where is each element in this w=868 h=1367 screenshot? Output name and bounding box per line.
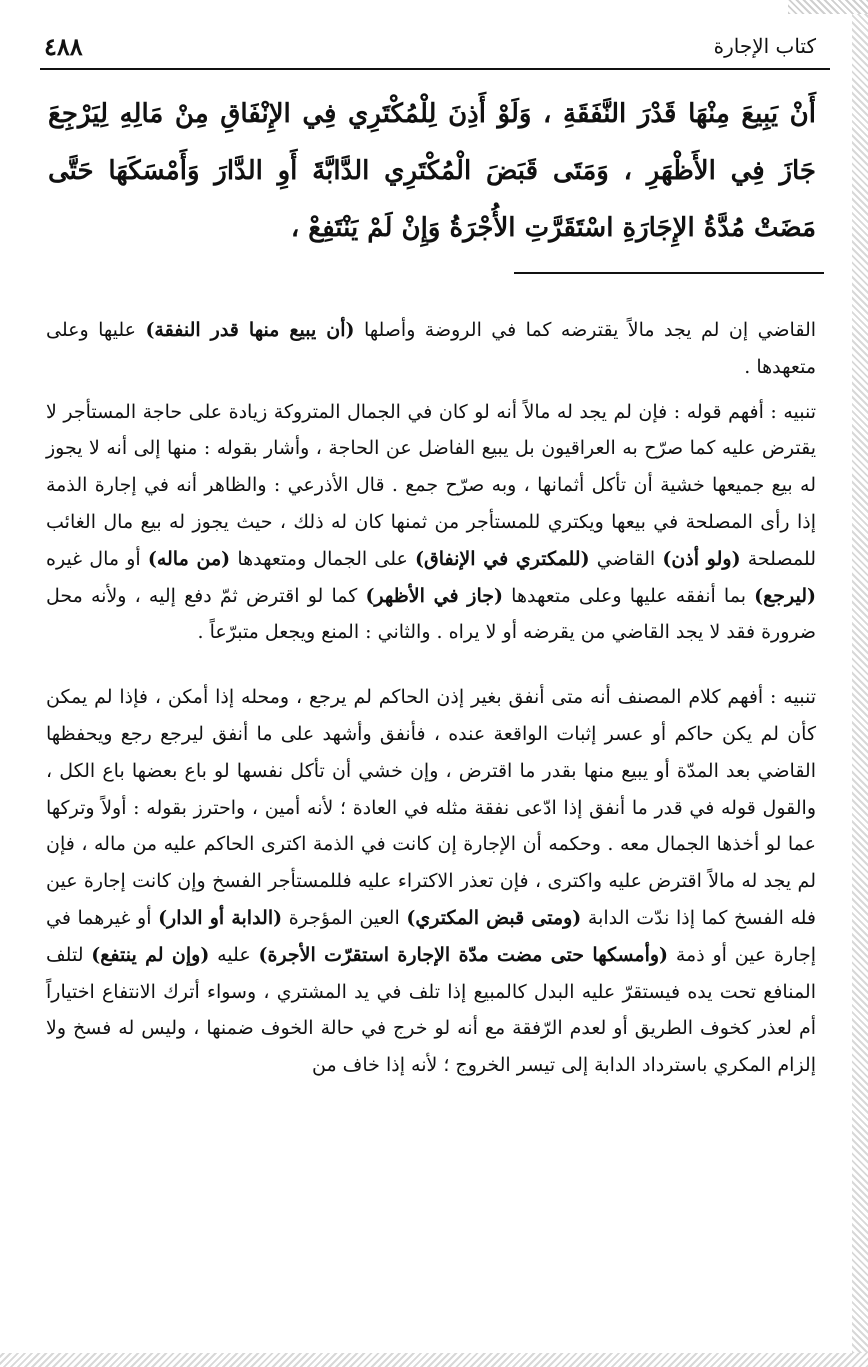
text-run: لتلف المنافع تحت يده فيستقرّ عليه البدل كالمبيع إذا تلف في يد المشتري ، وسواء أترك الانتفاع اختياراً أم لعذر كخوف الطريق أو لعدم الرّفقة مع أنه لو خرج في حالة الخوف ضمنها ، وليس له فسخ ولا إلزام المكري باسترداد الدابة إلى تيسر الخروج ؛ لأنه إذا خاف من [46, 943, 816, 1077]
footnote-divider [514, 272, 824, 274]
quoted-matn: (أن يبيع منها قدر النفقة) [145, 319, 355, 341]
quoted-matn: (وأمسكها حتى مضت مدّة الإجارة استقرّت الأجرة) [258, 943, 669, 966]
quoted-matn: (ومتى قبض المكتري) [406, 906, 582, 929]
commentary-paragraph-1 [46, 312, 816, 386]
text-run: كما لو اقترض ثمّ دفع إليه ، ولأنه محل ضرورة فقد لا يجد القاضي من يقرضه أو لا يراه . والثاني : المنع ويجعل متبرّعاً . [46, 584, 816, 644]
text-run: بما أنفقه عليها وعلى متعهدها [503, 584, 755, 607]
quoted-matn: (جاز في الأظهر) [365, 584, 503, 607]
quoted-matn: (من ماله) [147, 547, 231, 570]
commentary-paragraph-3 [46, 679, 816, 1084]
quoted-matn: (ليرجع) [754, 584, 816, 607]
book-title: كتاب الإجارة [713, 34, 816, 58]
text-run: على الجمال ومتعهدها [230, 547, 415, 570]
quoted-matn: (ولو أذن) [662, 547, 741, 570]
text-run: أو غيرهما في إجارة عين أو ذمة [46, 906, 816, 966]
text-run: العين المؤجرة [282, 906, 407, 929]
running-header [24, 26, 830, 66]
book-page [24, 0, 830, 1352]
text-run: القاضي [589, 547, 663, 570]
text-run: تنبيه : أفهم كلام المصنف أنه متى أنفق بغير إذن الحاكم لم يرجع ، ومحله إذا أمكن ، فإذا لم يمكن كأن لم يكن حاكم أو عسر إثبات الواقعة عنده ، فأنفق وأشهد على ما أنفق ليرجع رجع ويحفظها القاضي بعد المدّة أو يبيع منها بقدر ما اقترض ، وإن خشي أن تأكل نفسها لو باع بعضها باع الكل ، والقول قوله في قدر ما أنفق إذا ادّعى نفقة مثله في العادة ؛ لأنه أمين ، واحترز بقوله : أولاً وتركها عما لو أخذها الجمال معه . وحكمه أن الإجارة إن كانت في الذمة اكترى الحاكم عليه من ماله ، فإن لم يجد له مالاً اقترض عليه واكترى ، فإن تعذر الاكتراء عليه فللمستأجر الفسخ وإن كانت إجارة عين فله الفسخ كما إذا ندّت الدابة [46, 686, 817, 929]
commentary [46, 312, 816, 1092]
page-edge-right [852, 0, 868, 1367]
page-number: ٤٨٨ [44, 32, 83, 61]
header-rule [40, 68, 830, 70]
page-edge-bottom [0, 1353, 868, 1367]
text-run: عليه [209, 943, 259, 966]
quoted-matn: (وإن لم ينتفع) [91, 943, 210, 966]
text-run: عليها وعلى متعهدها . [46, 319, 816, 378]
text-run: أو مال غيره [46, 547, 148, 570]
matn-text: أَنْ يَبِيعَ مِنْهَا قَدْرَ النَّفَقَةِ ، وَلَوْ أَذِنَ لِلْمُكْتَرِي فِي الإِنْفَاقِ مِنْ مَالِهِ لِيَرْجِعَ جَازَ فِي الأَظْهَرِ ، وَمَتَى قَبَضَ الْمُكْتَرِي الدَّابَّةَ أَوِ الدَّارَ وَأَمْسَكَهَا حَتَّى مَضَتْ مُدَّةُ الإِجَارَةِ اسْتَقَرَّتِ الأُجْرَةُ وَإِنْ لَمْ يَنْتَفِعْ ، [48, 99, 816, 243]
quoted-matn: (الدابة أو الدار) [158, 906, 283, 929]
commentary-paragraph-2 [46, 394, 816, 652]
text-run: القاضي إن لم يجد مالاً يقترضه كما في الروضة وأصلها [354, 319, 817, 341]
text-run: تنبيه : أفهم قوله : فإن لم يجد له مالاً أنه لو كان في الجمال المتروكة زيادة على حاجة المستأجر لا يقترض عليه كما صرّح به العراقيون بل يبيع الفاضل عن الحاجة ، وأشار بقوله : منها إلى أنه لا يجوز له بيع جميعها خشية أن تأكل أثمانها ، وبه صرّح جمع . قال الأذرعي : والظاهر أنه في إجارة الذمة إذا رأى المصلحة في بيعها ويكتري للمستأجر من ثمنها كان له ذلك ، حيث يجوز له بيع مال الغائب للمصلحة [46, 400, 817, 570]
quoted-matn: (للمكتري في الإنفاق) [415, 547, 590, 570]
